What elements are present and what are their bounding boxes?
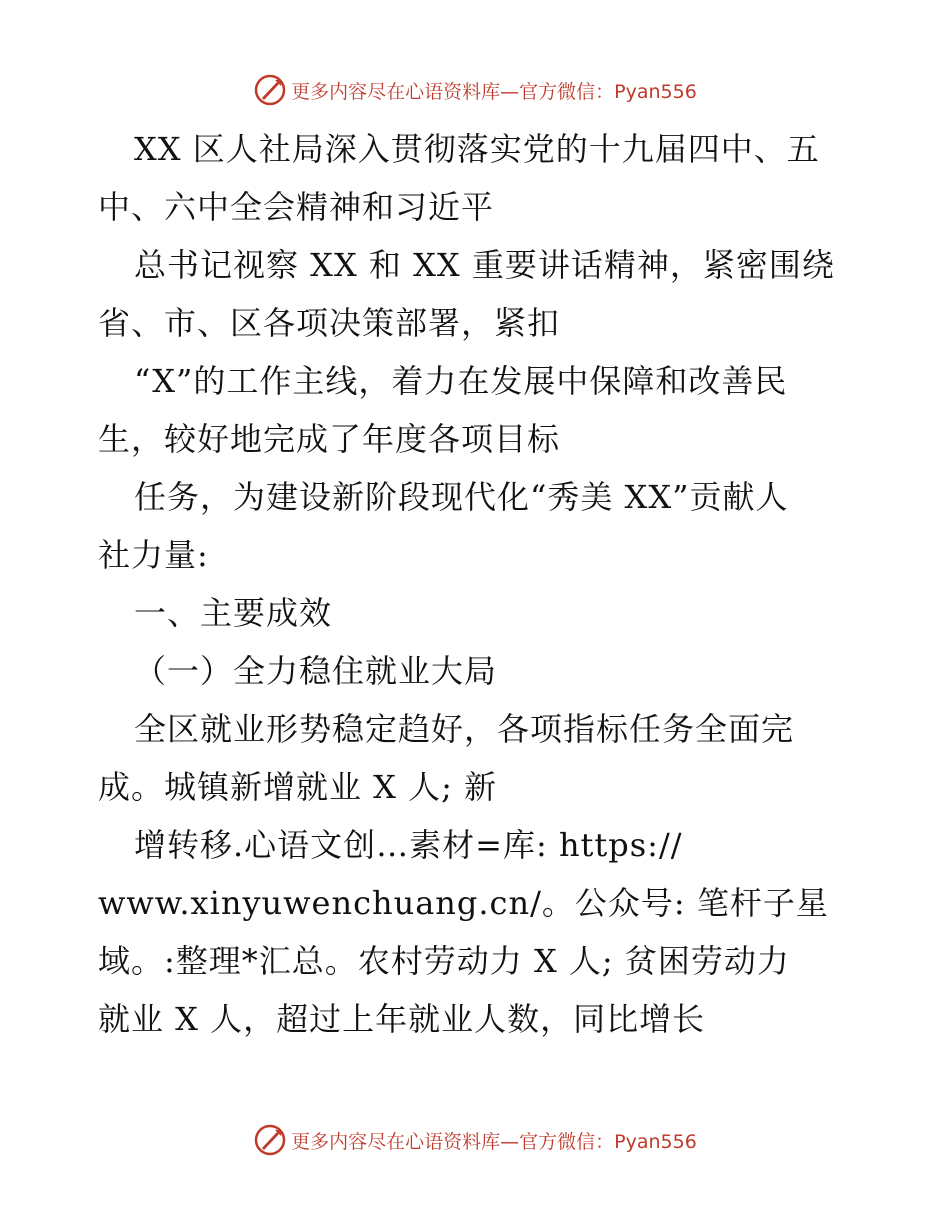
text-line: “X”的工作主线，着力在发展中保障和改善民 — [134, 362, 788, 400]
text-line: 增转移.心语文创…素材=库: https:// — [134, 826, 683, 864]
text-line: 中、六中全会精神和习近平 — [98, 188, 495, 226]
watermark-header — [0, 70, 950, 110]
text-line: 就业 X 人，超过上年就业人数，同比增长 — [98, 1000, 706, 1038]
text-line: 社力量: — [98, 536, 209, 574]
text-line: 成。城镇新增就业 X 人; 新 — [98, 768, 498, 806]
quill-logo-icon — [253, 73, 287, 107]
text-line: 一、主要成效 — [134, 594, 333, 632]
text-line: 全区就业形势稳定趋好，各项指标任务全面完 — [134, 710, 795, 748]
quill-logo-icon — [253, 1123, 287, 1157]
text-line: www.xinyuwenchuang.cn/。公众号: 笔杆子星 — [98, 884, 829, 922]
text-line: 任务，为建设新阶段现代化“秀美 XX”贡献人 — [134, 478, 789, 516]
text-line: 省、市、区各项决策部署，紧扣 — [98, 304, 561, 342]
text-line: 总书记视察 XX 和 XX 重要讲话精神，紧密围绕 — [134, 246, 835, 284]
watermark-text: 更多内容尽在心语资料库—官方微信：Pyan556 — [291, 1130, 697, 1153]
watermark-text: 更多内容尽在心语资料库—官方微信：Pyan556 — [291, 80, 697, 103]
text-line: 域。:整理*汇总。农村劳动力 X 人; 贫困劳动力 — [98, 942, 790, 980]
watermark-footer — [0, 1120, 950, 1160]
text-line: 生，较好地完成了年度各项目标 — [98, 420, 561, 458]
text-line: XX 区人社局深入贯彻落实党的十九届四中、五 — [134, 130, 820, 168]
text-line: （一）全力稳住就业大局 — [134, 652, 498, 690]
document-body — [98, 120, 858, 1048]
